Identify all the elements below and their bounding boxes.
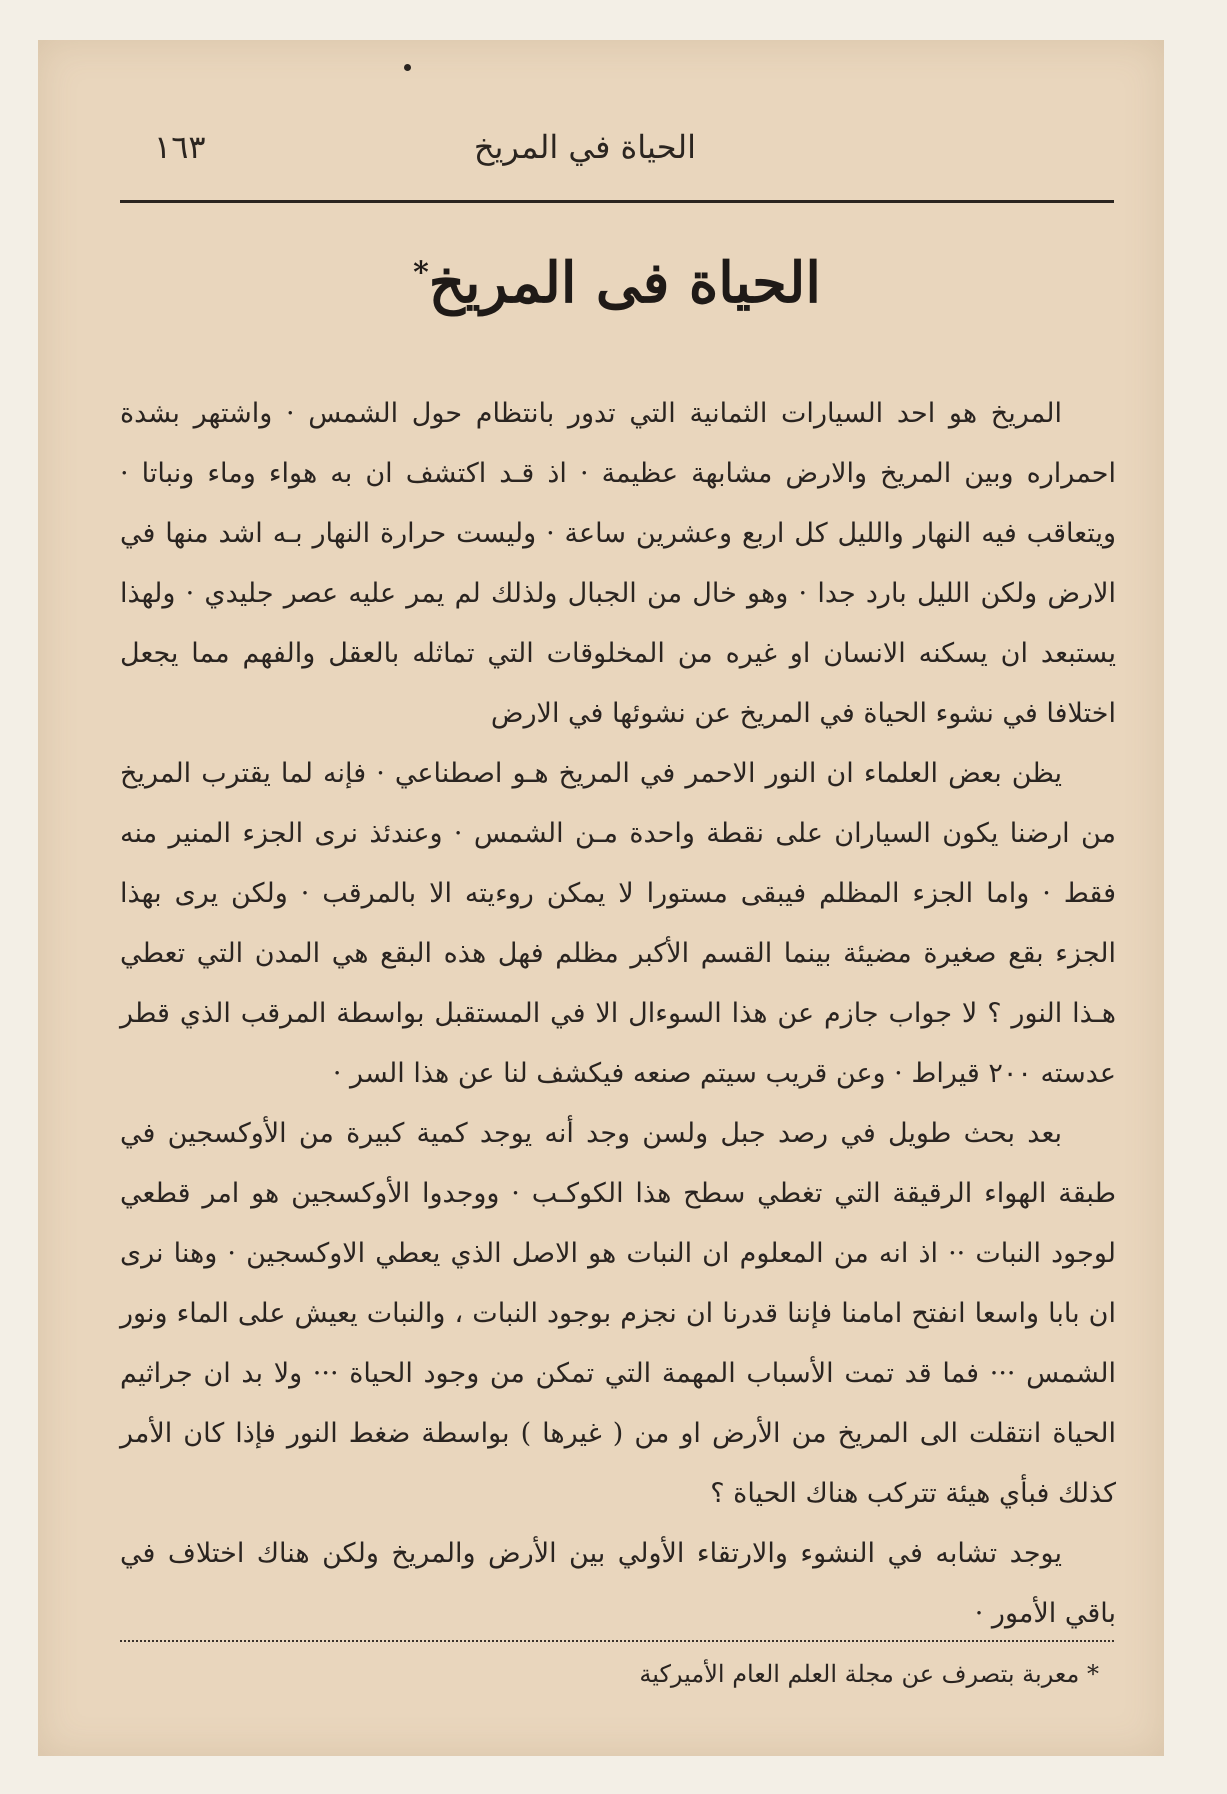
paragraph-4: يوجد تشابه في النشوء والارتقاء الأولي بين الأرض والمريخ ولكن هناك اختلاف في باقي الأمور · bbox=[120, 1538, 1116, 1629]
title-footnote-marker: * bbox=[413, 255, 429, 291]
page-number: ١٦٣ bbox=[154, 128, 206, 166]
article-title-text: الحياة فى المريخ bbox=[428, 250, 821, 316]
article-body bbox=[120, 384, 1116, 1644]
ink-dot bbox=[404, 64, 411, 71]
paragraph-1: المريخ هو احد السيارات الثمانية التي تدور بانتظام حول الشمس · واشتهر بشدة احمراره وبين المريخ والارض مشابهة عظيمة · اذ قـد اكتشف ان به هواء وماء ونباتا · ويتعاقب فيه النهار والليل كل اربع وعشرين ساعة · وليست حرارة النهار بـه اشد منها في الارض ولكن الليل بارد جدا · وهو خال من الجبال ولذلك لم يمر عليه عصر جليدي · ولهذا يستبعد ان يسكنه الانسان او غيره من المخلوقات التي تماثله بالعقل والفهم مما يجعل اختلافا في نشوء الحياة في المريخ عن نشوئها في الارض bbox=[120, 398, 1116, 729]
paragraph-2: يظن بعض العلماء ان النور الاحمر في المريخ هـو اصطناعي · فإنه لما يقترب المريخ من ارضنا يكون السياران على نقطة واحدة مـن الشمس · وعندئذ نرى الجزء المنير منه فقط · واما الجزء المظلم فيبقى مستورا لا يمكن روءيته الا بالمرقب · ولكن يرى بهذا الجزء بقع صغيرة مضيئة بينما القسم الأكبر مظلم فهل هذه البقع هي المدن التي تعطي هـذا النور ؟ لا جواب جازم عن هذا السوءال الا في المستقبل بواسطة المرقب الذي قطر عدسته ٢٠٠ قيراط · وعن قريب سيتم صنعه فيكشف لنا عن هذا السر · bbox=[120, 758, 1116, 1089]
header-rule bbox=[120, 200, 1114, 203]
footnote: * معربة بتصرف عن مجلة العلم العام الأميركية bbox=[639, 1660, 1099, 1688]
page-header bbox=[120, 128, 1116, 178]
paragraph-3: بعد بحث طويل في رصد جبل ولسن وجد أنه يوجد كمية كبيرة من الأوكسجين في طبقة الهواء الرقيقة التي تغطي سطح هذا الكوكـب · ووجدوا الأوكسجين هو امر قطعي لوجود النبات ·· اذ انه من المعلوم ان النبات هو الاصل الذي يعطي الاوكسجين · وهنا نرى ان بابا واسعا انفتح امامنا فإننا قدرنا ان نجزم بوجود النبات ، والنبات يعيش على الماء ونور الشمس ··· فما قد تمت الأسباب المهمة التي تمكن من وجود الحياة ··· ولا بد ان جراثيم الحياة انتقلت الى المريخ من الأرض او من ( غيرها ) بواسطة ضغط النور فإذا كان الأمر كذلك فبأي هيئة تتركب هناك الحياة ؟ bbox=[120, 1118, 1116, 1509]
article-title bbox=[120, 250, 1114, 316]
running-title: الحياة في المريخ bbox=[473, 128, 696, 166]
footnote-divider bbox=[120, 1640, 1114, 1642]
